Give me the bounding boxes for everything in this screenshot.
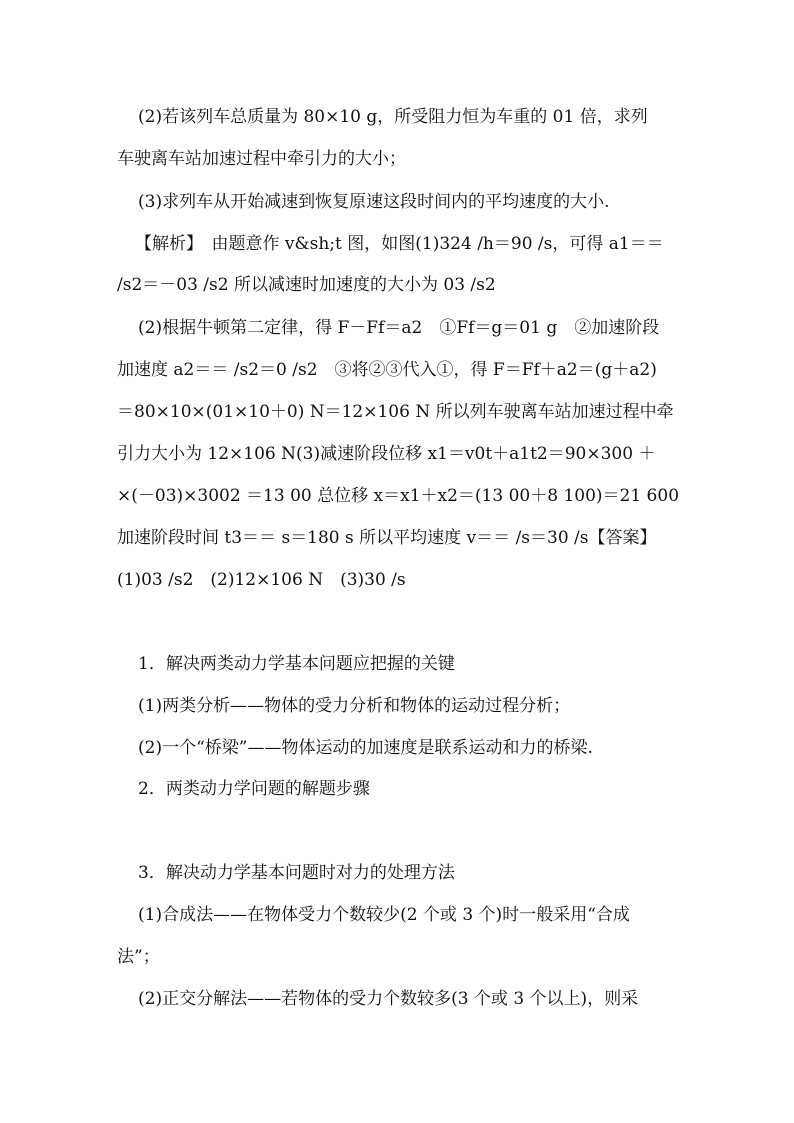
analysis-line-6: 引力大小为 12×106 N(3)减速阶段位移 x1＝v0t＋a1t2＝90×300 ＋ (117, 444, 656, 464)
analysis-line-3: (2)根据牛顿第二定律，得 F－Ff＝a2 ①Ff＝g＝01 g ②加速阶段 (138, 318, 660, 338)
section-1-heading: 1．解决两类动力学基本问题应把握的关键 (138, 654, 455, 674)
question-2-line-2: 车驶离车站加速过程中牵引力的大小； (117, 149, 406, 169)
section-3-item-1-line-1: (1)合成法——在物体受力个数较少(2 个或 3 个)时一般采用“合成 (138, 905, 630, 925)
analysis-line-4: 加速度 a2＝＝ /s2＝0 /s2 ③将②③代入①，得 F＝Ff＋a2＝(g＋a2) (117, 360, 657, 380)
section-2-heading: 2．两类动力学问题的解题步骤 (138, 779, 370, 799)
analysis-line-1: 【解析】 由题意作 v&sh;t 图，如图(1)324 /h＝90 /s，可得 a1＝＝ (135, 234, 664, 254)
analysis-line-5: ＝80×10×(01×10＋0) N＝12×106 N 所以列车驶离车站加速过程中牵 (117, 402, 674, 422)
analysis-line-7: ×(－03)×3002 ＝13 00 总位移 x＝x1＋x2＝(13 00＋8 100)＝21 600 (117, 486, 680, 506)
analysis-line-2: /s2＝－03 /s2 所以减速时加速度的大小为 03 /s2 (117, 275, 496, 295)
answer-line: (1)03 /s2 (2)12×106 N (3)30 /s (117, 570, 406, 590)
section-1-item-1: (1)两类分析——物体的受力分析和物体的运动过程分析； (138, 696, 571, 716)
section-3-item-1-line-2: 法”； (117, 947, 160, 967)
question-3-line: (3)求列车从开始减速到恢复原速这段时间内的平均速度的大小. (138, 192, 610, 212)
analysis-line-8: 加速阶段时间 t3＝＝ s＝180 s 所以平均速度 v＝＝ /s＝30 /s【答案】 (117, 528, 657, 548)
section-3-heading: 3．解决动力学基本问题时对力的处理方法 (138, 863, 455, 883)
section-1-item-2: (2)一个“桥梁”——物体运动的加速度是联系运动和力的桥梁. (138, 738, 593, 758)
section-3-item-2-line-1: (2)正交分解法——若物体的受力个数较多(3 个或 3 个以上)，则采 (138, 989, 639, 1009)
question-2-line-1: (2)若该列车总质量为 80×10 g，所受阻力恒为车重的 01 倍，求列 (138, 107, 648, 127)
